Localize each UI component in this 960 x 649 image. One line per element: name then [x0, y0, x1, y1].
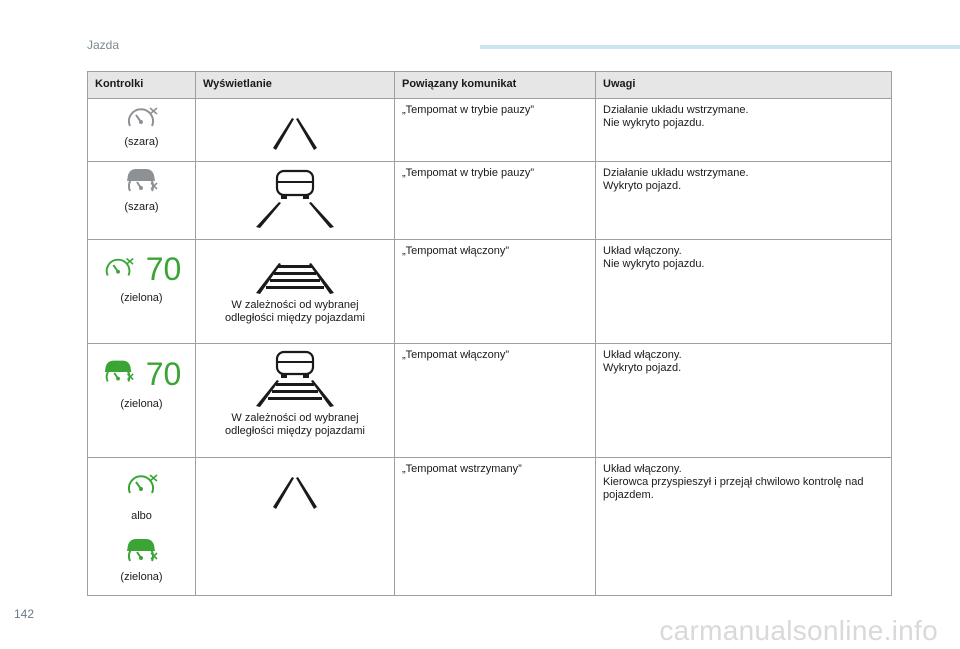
- ctrl-cell: [88, 344, 196, 458]
- display-cell: [196, 162, 395, 240]
- note-line: Kierowca przyspieszył i przejął chwilowo kontrolę nad pojazdem.: [603, 476, 864, 501]
- display-cell: [196, 99, 395, 162]
- cruise-control-icon: [124, 104, 160, 130]
- ctrl-cell: [88, 240, 196, 344]
- lane-distance-bars-icon: [240, 286, 350, 298]
- note-line: Nie wykryto pojazdu.: [603, 258, 705, 270]
- section-title: Jazda: [87, 38, 120, 52]
- display-cell: [196, 344, 395, 458]
- indicator-table: [87, 71, 892, 596]
- message-cell: „Tempomat w trybie pauzy”: [395, 99, 596, 162]
- ctrl-color-label: (szara): [124, 201, 159, 213]
- header-bar: [480, 45, 960, 49]
- ctrl-color-label: (szara): [124, 136, 159, 148]
- table-row: [88, 162, 892, 240]
- message-cell: „Tempomat w trybie pauzy”: [395, 162, 596, 240]
- ctrl-or-label: albo: [131, 510, 152, 522]
- speed-value: 70: [145, 356, 182, 392]
- notes-cell: [596, 99, 892, 162]
- table-row: [88, 240, 892, 344]
- note-line: Nie wykryto pojazdu.: [603, 117, 705, 129]
- notes-cell: [596, 240, 892, 344]
- message-cell: „Tempomat włączony”: [395, 344, 596, 458]
- table-row: [88, 99, 892, 162]
- note-line: Układ włączony.: [603, 349, 682, 361]
- display-cell: [196, 458, 395, 596]
- display-caption: odległości między pojazdami: [224, 425, 365, 437]
- note-line: Układ włączony.: [603, 463, 682, 475]
- table-row: [88, 344, 892, 458]
- lane-vehicle-distance-bars-icon: [240, 399, 350, 411]
- table-header-row: [88, 72, 892, 99]
- note-line: Działanie układu wstrzymane.: [603, 104, 749, 116]
- speed-value: 70: [145, 251, 182, 287]
- cruise-control-vehicle-icon: [124, 537, 160, 565]
- lane-lines-icon: [245, 502, 345, 514]
- notes-cell: [596, 344, 892, 458]
- col-header-uwagi: Uwagi: [596, 72, 892, 99]
- message-cell: „Tempomat włączony”: [395, 240, 596, 344]
- display-caption: W zależności od wybranej: [231, 412, 359, 424]
- col-header-wyswietlanie: Wyświetlanie: [196, 72, 395, 99]
- note-line: Wykryto pojazd.: [603, 180, 682, 192]
- notes-cell: [596, 162, 892, 240]
- cruise-control-vehicle-icon: [124, 167, 160, 195]
- ctrl-cell: [88, 458, 196, 596]
- ctrl-cell: [88, 162, 196, 240]
- cruise-control-vehicle-icon: [102, 358, 136, 390]
- watermark: carmanualsonline.info: [659, 615, 938, 646]
- cruise-control-icon: [124, 470, 160, 498]
- lane-vehicle-icon: [240, 221, 350, 233]
- page-number: 142: [14, 607, 35, 621]
- ctrl-color-label: (zielona): [120, 398, 163, 410]
- message-cell: „Tempomat wstrzymany”: [395, 458, 596, 596]
- cruise-control-icon: [102, 254, 136, 284]
- col-header-komunikat: Powiązany komunikat: [395, 72, 596, 99]
- col-header-kontrolki: Kontrolki: [88, 72, 196, 99]
- display-caption: odległości między pojazdami: [224, 312, 365, 324]
- notes-cell: [596, 458, 892, 596]
- note-line: Działanie układu wstrzymane.: [603, 167, 749, 179]
- ctrl-color-label: (zielona): [120, 571, 163, 583]
- table-row: [88, 458, 892, 596]
- display-caption: W zależności od wybranej: [231, 299, 359, 311]
- display-cell: [196, 240, 395, 344]
- lane-lines-icon: [245, 143, 345, 155]
- ctrl-color-label: (zielona): [120, 292, 163, 304]
- note-line: Układ włączony.: [603, 245, 682, 257]
- note-line: Wykryto pojazd.: [603, 362, 682, 374]
- ctrl-cell: [88, 99, 196, 162]
